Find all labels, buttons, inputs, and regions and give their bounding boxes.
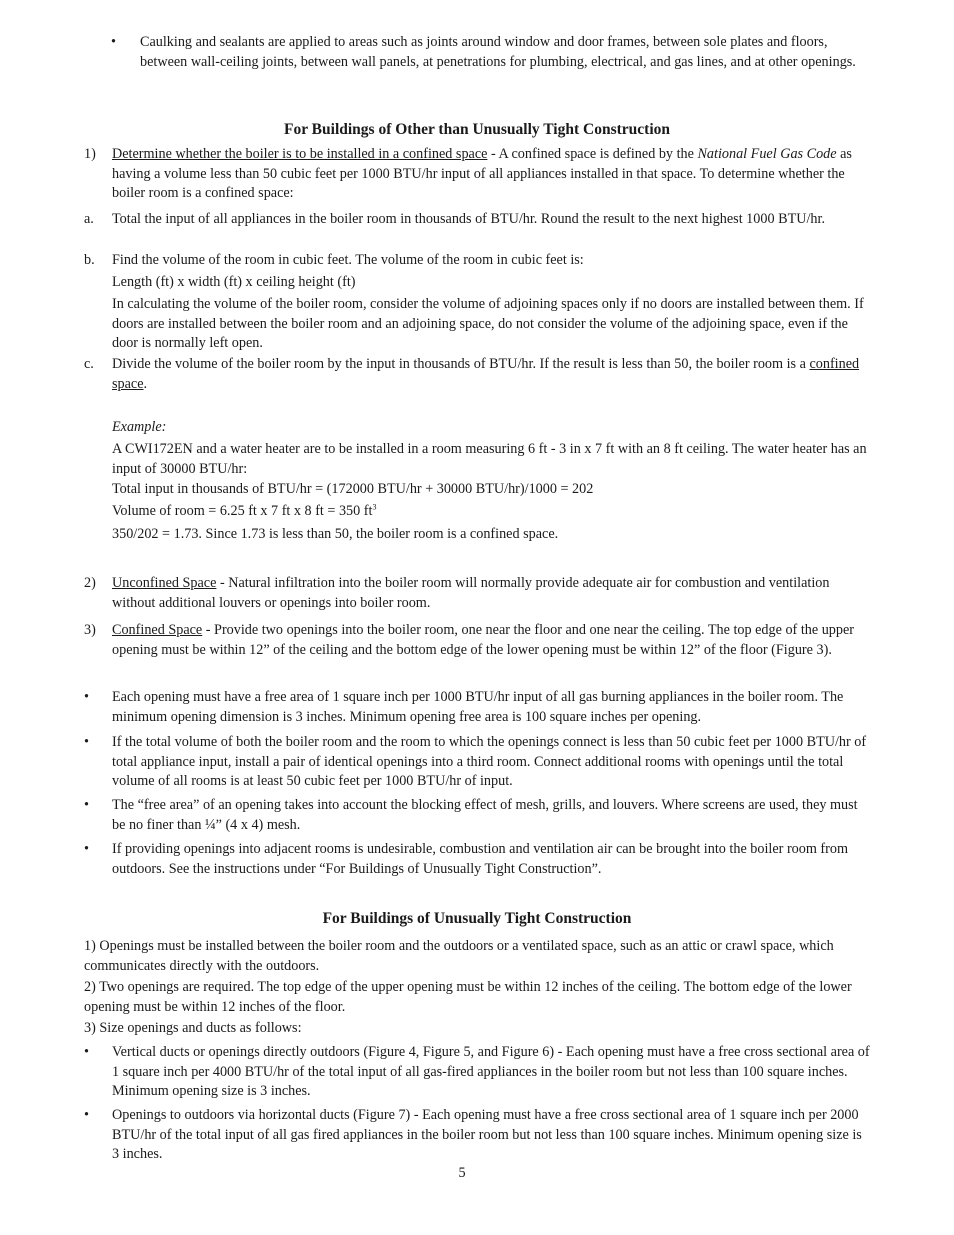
bullet-free-area: Each opening must have a free area of 1 square inch per 1000 BTU/hr input of all gas burning appliances in the boiler room. The minimum opening dimension is 3 inches. Minimum opening free area is 100 square inches per opening. <box>112 689 844 725</box>
example-label: Example: <box>112 419 167 435</box>
tight-item-3: 3) Size openings and ducts as follows: <box>84 1020 302 1036</box>
bullet-marker: • <box>84 734 89 750</box>
item-number: 2) <box>84 575 96 591</box>
item-unconfined-space <box>112 574 870 613</box>
text-run: Volume of room = 6.25 ft x 7 ft x 8 ft = 350 ft <box>112 503 373 519</box>
bullet-horizontal-ducts: Openings to outdoors via horizontal ducts (Figure 7) - Each opening must have a free cross sectional area of 1 square inch per 2000 BTU/hr of the total input of all gas fired appliances in the boiler room but not less than 100 square inches. Minimum opening size is 3 inches. <box>112 1107 862 1162</box>
step-b-note: In calculating the volume of the boiler room, consider the volume of adjoining spaces only if no doors are installed between them. If doors are installed between the boiler room and an adjoining space, do not consider the volume of the adjoining space, even if the door is normally left open. <box>112 296 864 351</box>
bullet-marker: • <box>84 1107 89 1123</box>
bullet-free-area-definition: The “free area” of an opening takes into account the blocking effect of mesh, grills, and louvers. Where screens are used, they must be no finer than ¼” (4 x 4) mesh. <box>112 797 858 833</box>
text-run: - Provide two openings into the boiler room, one near the floor and one near the ceiling. The top edge of the upper opening must be within 12” of the ceiling and the bottom edge of the lower opening must be within 12” of the floor (Figure 3). <box>112 622 855 658</box>
bullet-third-room: If the total volume of both the boiler room and the room to which the openings connect is less than 50 cubic feet per 1000 BTU/hr of total appliance input, install a pair of identical openings into a third room. Connect additional rooms with openings until the total volume of all rooms is at least 50 cubic feet per 1000 BTU/hr of input. <box>112 734 867 789</box>
text-run: as having a volume less than 50 cubic feet per 1000 BTU/hr input of all appliances installed in that space. To determine whether the boiler room is a confined space: <box>112 146 852 201</box>
example-result: 350/202 = 1.73. Since 1.73 is less than 50, the boiler room is a confined space. <box>112 526 559 542</box>
bullet-vertical-ducts: Vertical ducts or openings directly outdoors (Figure 4, Figure 5, and Figure 6) - Each opening must have a free cross sectional area of 1 square inch per 4000 BTU/hr of the total input of all gas-fired appliances in the boiler room but not less than 100 square inches. Minimum opening size is 3 inches. <box>112 1044 870 1099</box>
example-volume <box>112 502 870 522</box>
page-number: 5 <box>458 1165 466 1181</box>
step-marker: a. <box>84 211 94 227</box>
tight-item-2: 2) Two openings are required. The top edge of the upper opening must be within 12 inches of the ceiling. The bottom edge of the lower opening must be within 12 inches of the floor. <box>84 979 852 1015</box>
text-run: - Natural infiltration into the boiler room will normally provide adequate air for combustion and ventilation without additional louvers or openings into boiler room. <box>112 575 830 611</box>
tight-item-1: 1) Openings must be installed between the boiler room and the outdoors or a ventilated space, such as an attic or crawl space, which communicates directly with the outdoors. <box>84 938 834 974</box>
italic-code-name: National Fuel Gas Code <box>697 146 837 162</box>
text-run: - A confined space is defined by the <box>487 146 698 162</box>
section-heading-other-than-tight: For Buildings of Other than Unusually Tight Construction <box>283 121 671 138</box>
example-total-input: Total input in thousands of BTU/hr = (172000 BTU/hr + 30000 BTU/hr)/1000 = 202 <box>112 481 594 497</box>
bullet-marker: • <box>111 34 116 50</box>
underlined-term: Determine whether the boiler is to be installed in a confined space <box>112 146 488 162</box>
underlined-term: confined space <box>112 356 860 392</box>
step-c-text <box>112 355 872 394</box>
item-confined-space-definition <box>112 145 870 204</box>
item-confined-space <box>112 621 870 660</box>
bullet-marker: • <box>84 797 89 813</box>
step-marker: b. <box>84 252 95 268</box>
underlined-term: Confined Space <box>112 622 203 638</box>
bullet-marker: • <box>84 841 89 857</box>
bullet-marker: • <box>84 1044 89 1060</box>
intro-bullet-text: Caulking and sealants are applied to areas such as joints around window and door frames, between sole plates and floors, between wall-ceiling joints, between wall panels, at penetrations for plumbing, electrical, and gas lines, and at other openings. <box>140 34 856 70</box>
bullet-outdoor-air: If providing openings into adjacent rooms is undesirable, combustion and ventilation air can be brought into the boiler room from outdoors. See the instructions under “For Buildings of Unusually Tight Construction”. <box>112 841 849 877</box>
bullet-marker: • <box>84 689 89 705</box>
text-run: Divide the volume of the boiler room by the input in thousands of BTU/hr. If the result is less than 50, the boiler room is a <box>112 356 810 372</box>
text-run: . <box>143 375 148 392</box>
item-number: 1) <box>84 146 96 162</box>
superscript: 3 <box>372 502 377 512</box>
volume-formula: Length (ft) x width (ft) x ceiling height (ft) <box>112 274 356 290</box>
step-marker: c. <box>84 356 94 372</box>
step-a-text: Total the input of all appliances in the boiler room in thousands of BTU/hr. Round the result to the next highest 1000 BTU/hr. <box>112 211 826 227</box>
underlined-term: Unconfined Space <box>112 575 217 591</box>
item-number: 3) <box>84 622 96 638</box>
step-b-text: Find the volume of the room in cubic feet. The volume of the room in cubic feet is: <box>112 252 584 268</box>
example-intro: A CWI172EN and a water heater are to be installed in a room measuring 6 ft - 3 in x 7 ft with an 8 ft ceiling. The water heater has an input of 30000 BTU/hr: <box>112 441 867 477</box>
section-heading-unusually-tight: For Buildings of Unusually Tight Construction <box>322 910 632 927</box>
